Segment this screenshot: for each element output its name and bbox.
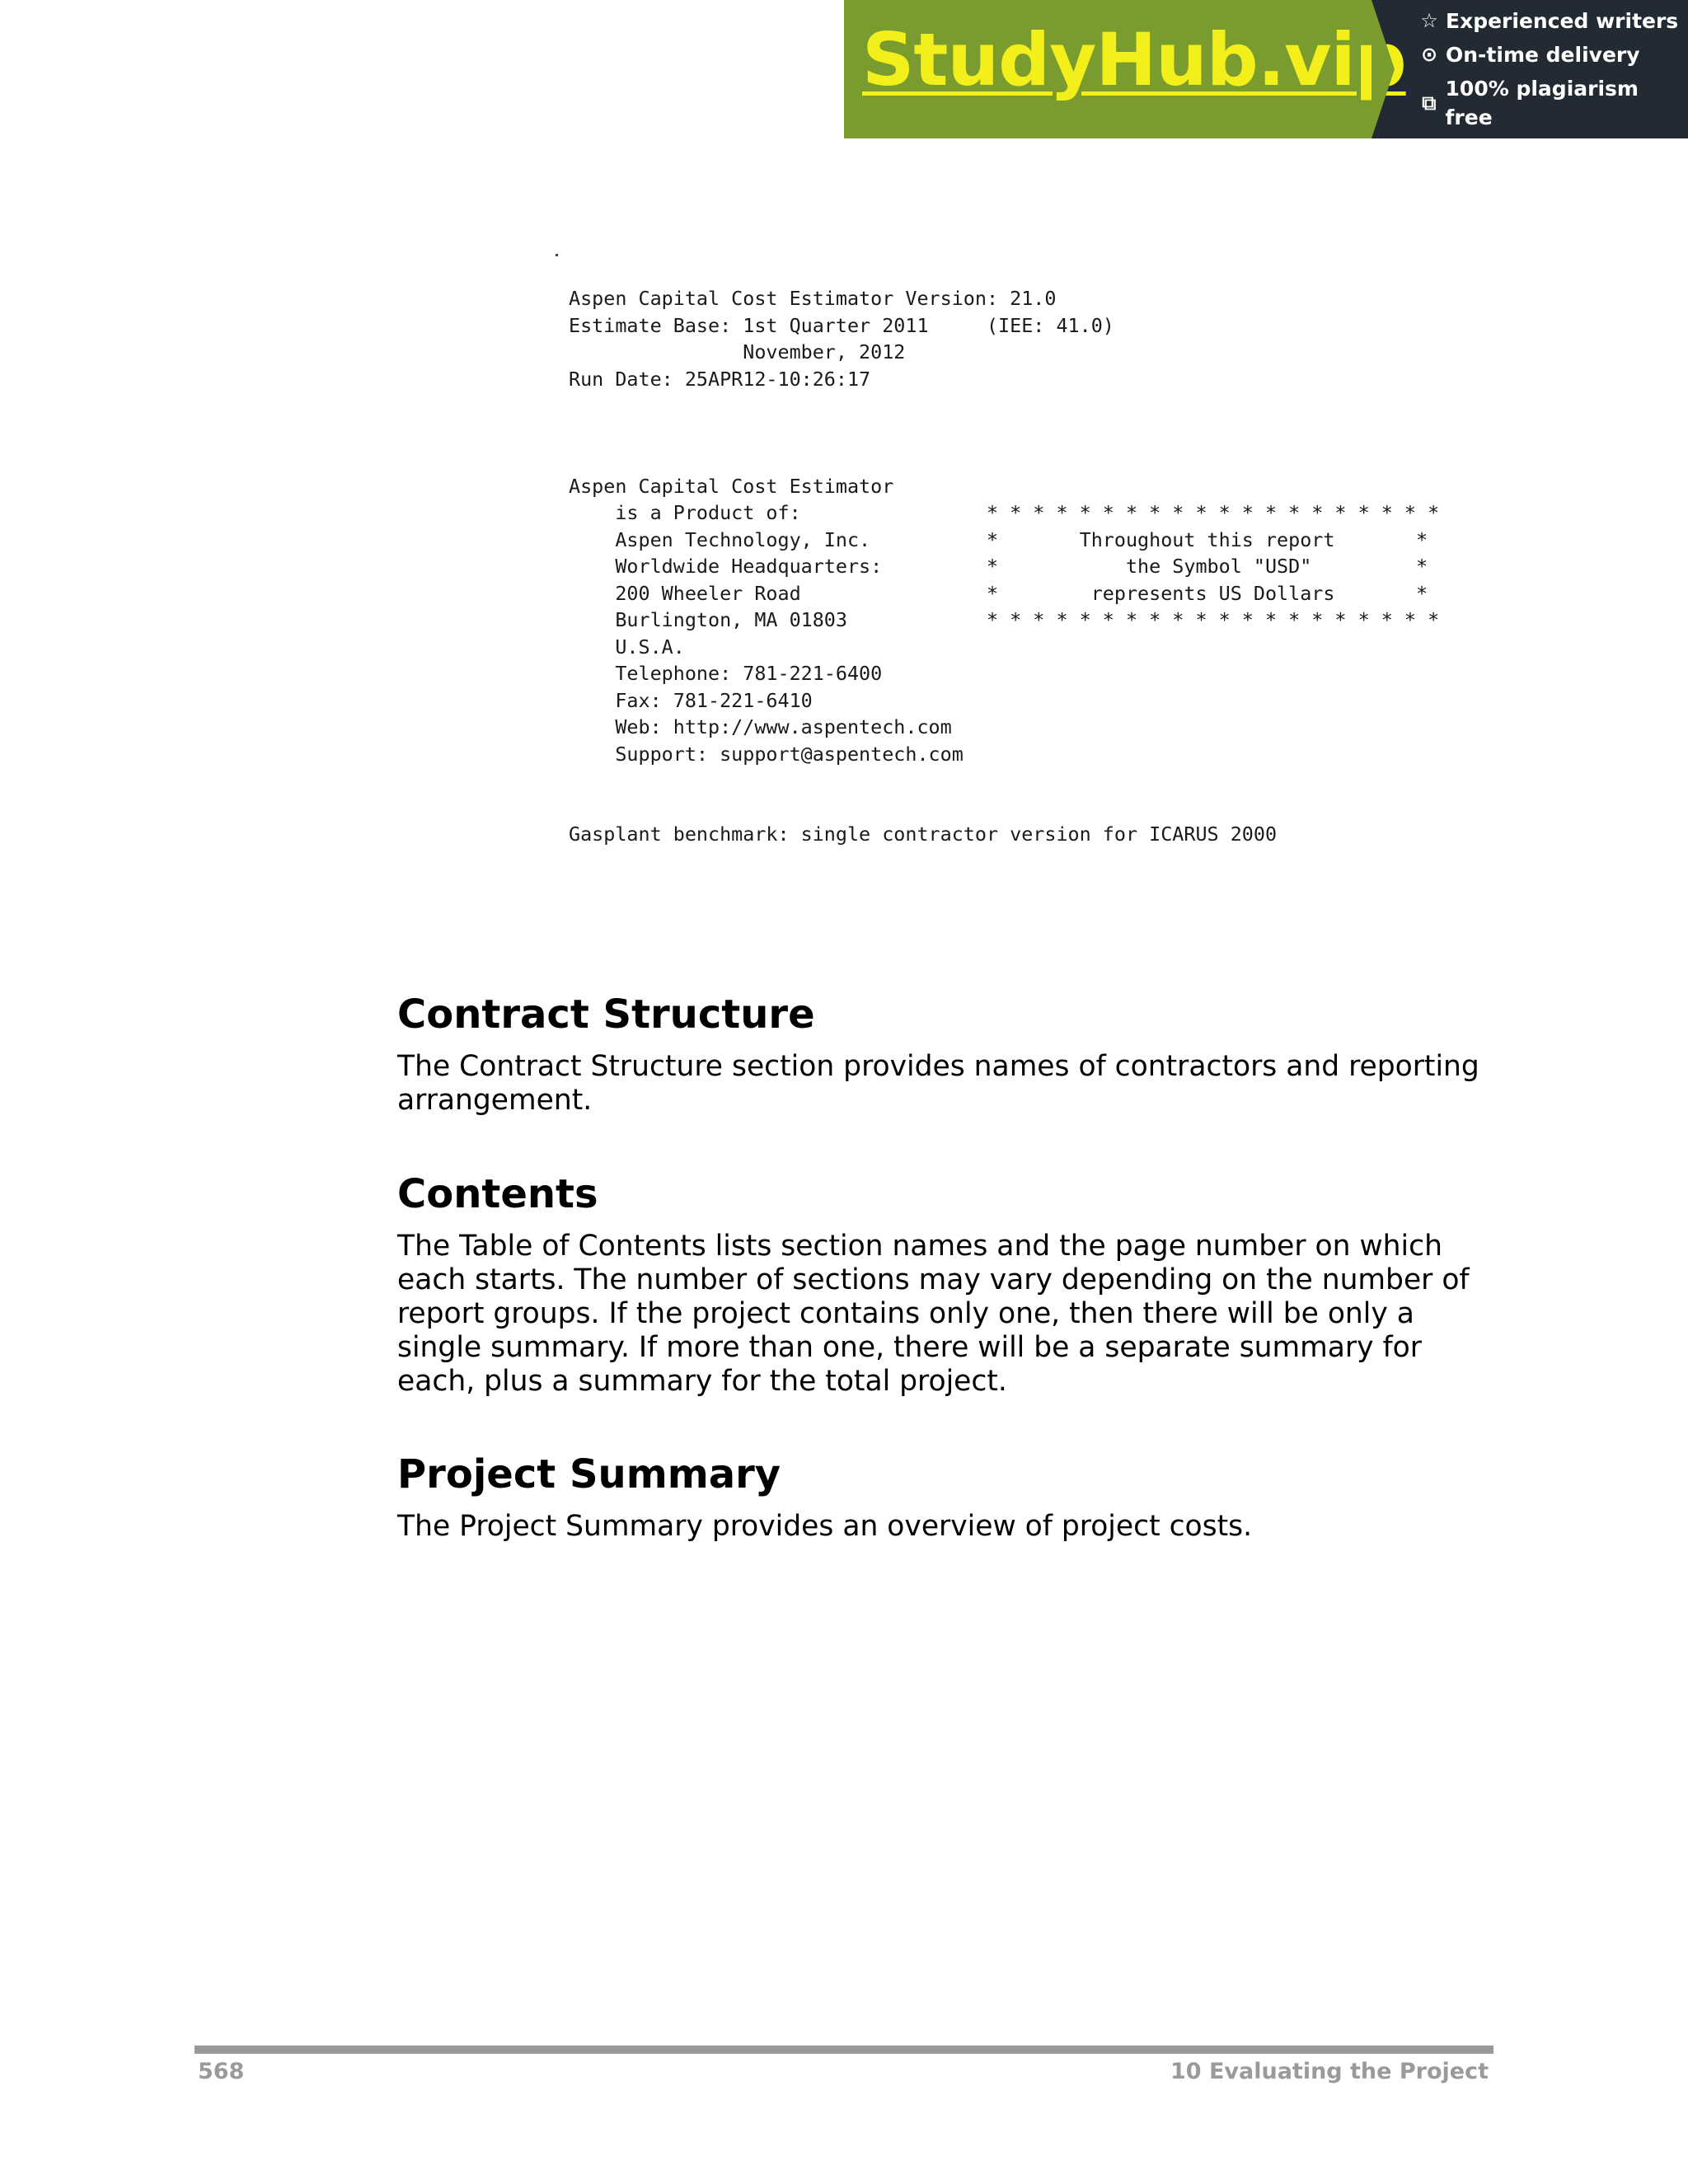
report-line [569,392,1439,419]
page-number: 568 [198,2059,245,2084]
copy-icon: ⧉ [1422,91,1437,115]
report-line: Run Date: 25APR12-10:26:17 [569,367,871,391]
report-line [569,767,1439,794]
banner-features [1372,0,1688,138]
footer-rule [195,2046,1493,2054]
report-line: 200 Wheeler Road * represents US Dollars * [569,581,1428,605]
promo-banner[interactable] [844,0,1688,138]
report-line: Support: support@aspentech.com [569,742,964,766]
report-line: Burlington, MA 01803 * * * * * * * * * * * * * * * * * * * * [569,608,1440,631]
section-heading: Contents [397,1171,598,1217]
feature-label: 100% plagiarism free [1445,77,1639,129]
star-icon: ☆ [1420,9,1438,32]
feature-experienced-writers [1419,7,1688,35]
feature-label: Experienced writers [1446,9,1679,33]
feature-plagiarism-free [1419,74,1688,132]
report-line [569,794,1439,822]
clock-icon: ⊙ [1420,43,1438,66]
report-line: Telephone: 781-221-6400 [569,662,883,685]
report-line: Worldwide Headquarters: * the Symbol "USD" * [569,555,1428,578]
report-line: Gasplant benchmark: single contractor version for ICARUS 2000 [569,823,1278,846]
report-line [569,446,1439,473]
section-heading: Project Summary [397,1451,781,1497]
report-line: Web: http://www.aspentech.com [569,715,952,738]
report-line: Aspen Capital Cost Estimator [569,474,894,498]
report-line: November, 2012 [569,340,906,363]
section-heading: Contract Structure [397,991,815,1038]
report-line: Fax: 781-221-6410 [569,688,813,712]
feature-on-time-delivery [1419,40,1688,69]
chapter-title: 10 Evaluating the Project [1170,2059,1489,2084]
banner-logo-area [844,0,1406,138]
section-contract-structure [397,991,1502,1118]
section-body: The Table of Contents lists section names and the page number on which each starts. The number of sections may vary depending on the number of report groups. If the project contains only one, then there will be only a single summary. If more than one, there will be a separate summary for each, plus a summary for the total project. [397,1230,1470,1398]
report-line: Estimate Base: 1st Quarter 2011 (IEE: 41.0) [569,313,1114,337]
report-line: Aspen Capital Cost Estimator Version: 21.0 [569,287,1057,310]
scan-mark [556,254,558,256]
report-line: Aspen Technology, Inc. * Throughout this report * [569,527,1428,551]
report-line: U.S.A. [569,635,685,658]
studyhub-logo[interactable]: StudyHub.vip [862,17,1406,102]
report-screenshot [569,285,1439,848]
section-project-summary [397,1451,1502,1544]
feature-label: On-time delivery [1446,43,1640,67]
section-body: The Project Summary provides an overview of project costs. [397,1510,1253,1543]
section-body: The Contract Structure section provides names of contractors and reporting arrangement. [397,1050,1479,1117]
report-line: is a Product of: * * * * * * * * * * * * * * * * * * * * [569,501,1440,524]
report-line [569,419,1439,447]
section-contents [397,1170,1502,1399]
